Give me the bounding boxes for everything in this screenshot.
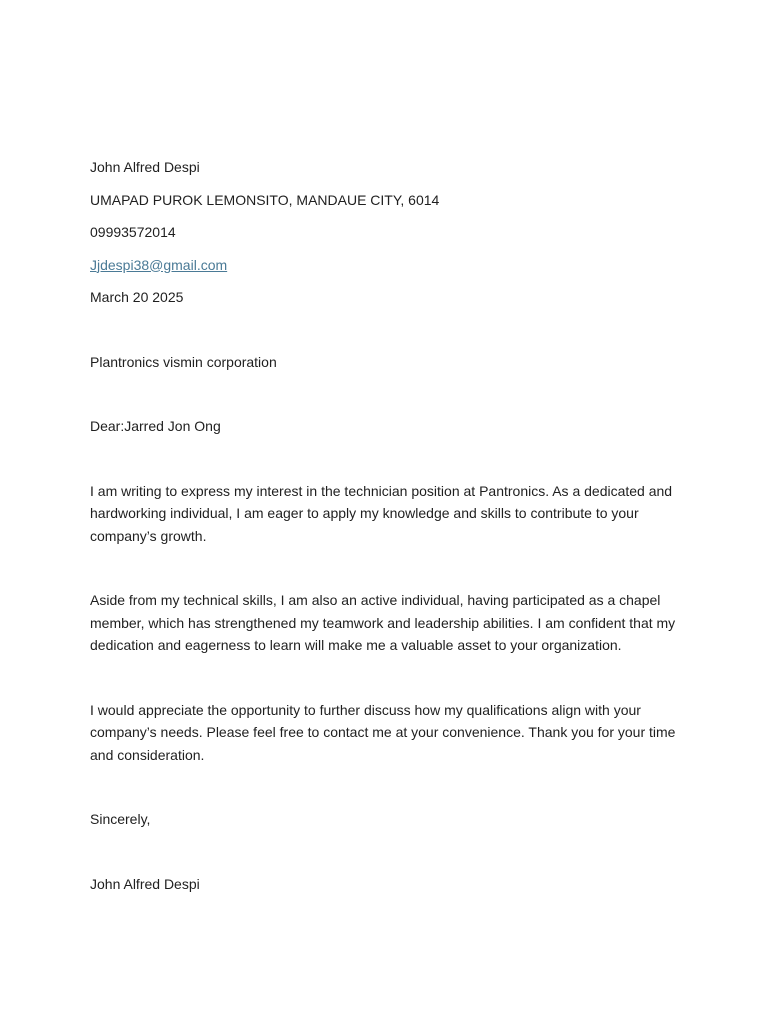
sender-phone: 09993572014 [90,224,176,240]
body-paragraph-1: I am writing to express my interest in the technician position at Pantronics. As a dedicated and hardworking individual, I am eager to apply my knowledge and skills to contribute to your company’s growth. [90,482,673,544]
body-paragraph-2: Aside from my technical skills, I am also an active individual, having participated as a chapel member, which has strengthened my teamwork and leadership abilities. I am confident that my dedication and eagerness to learn will make me a valuable asset to your organization. [90,592,676,653]
sender-address: UMAPAD PUROK LEMONSITO, MANDAUE CITY, 6014 [90,191,440,208]
letter-date: March 20 2025 [90,289,184,305]
recipient-company: Plantronics vismin corporation [90,353,277,370]
sender-email-link[interactable]: Jjdespi38@gmail.com [90,256,228,273]
sender-email-wrap [90,254,680,277]
salutation: Dear:Jarred Jon Ong [90,418,221,434]
signature-name: John Alfred Despi [90,875,200,892]
cover-letter [90,156,680,905]
sender-name: John Alfred Despi [90,159,200,175]
body-paragraph-3: I would appreciate the opportunity to further discuss how my qualifications align with your company’s needs. Please feel free to contact me at your convenience. Thank you for your time and consideration. [90,701,676,763]
closing: Sincerely, [90,811,151,827]
